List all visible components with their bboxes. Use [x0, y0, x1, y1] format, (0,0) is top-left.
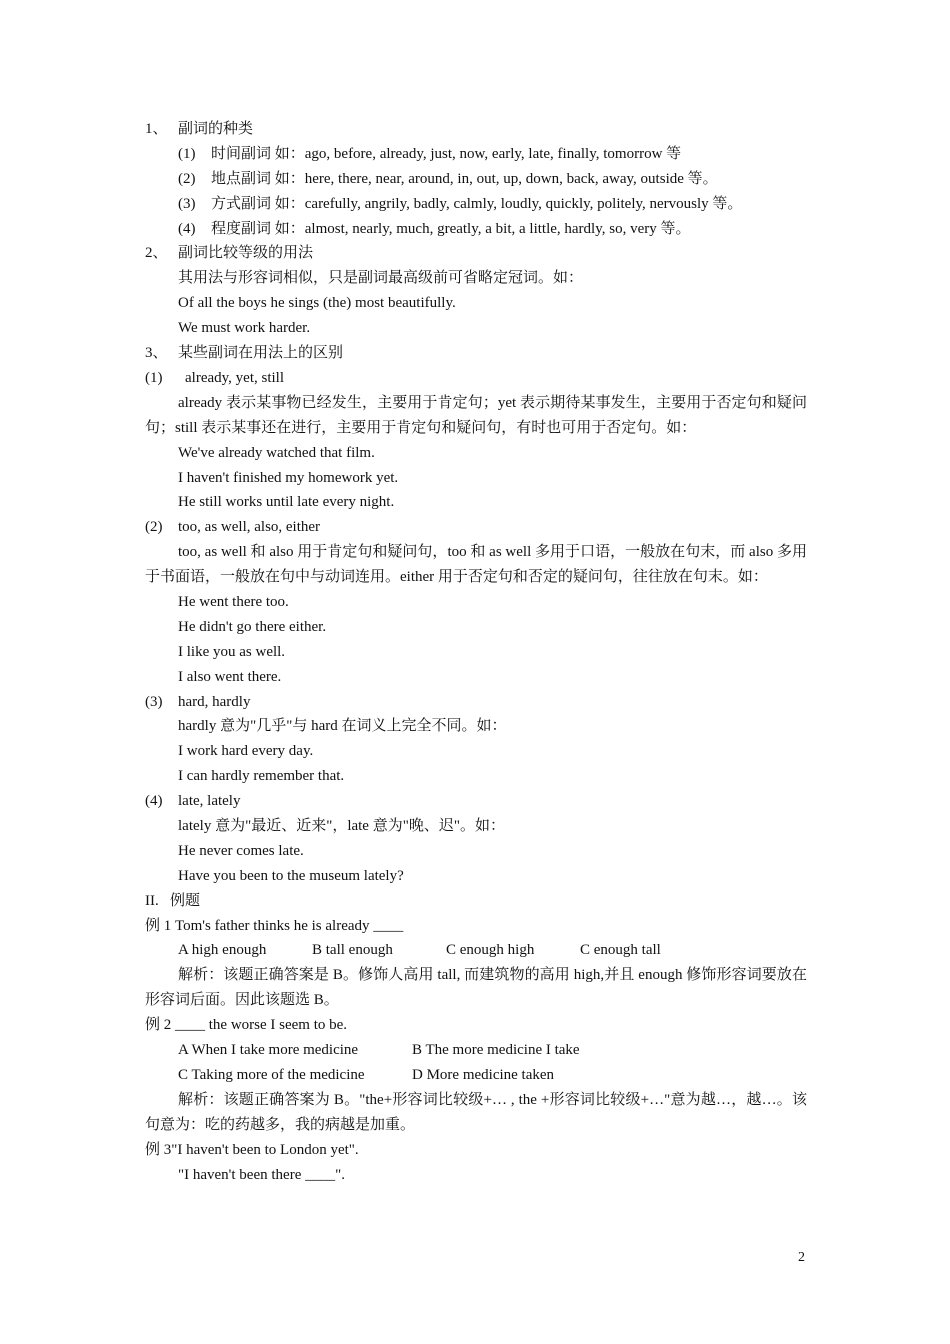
page-number: 2	[798, 1250, 805, 1265]
option-b: B tall enough	[312, 942, 393, 959]
section-title: 副词比较等级的用法	[178, 245, 314, 262]
subsection-heading	[145, 515, 807, 540]
subsection-title: hard, hardly	[178, 693, 251, 710]
text-line: 其用法与形容词相似，只是副词最高级前可省略定冠词。如：	[178, 270, 584, 287]
option-d: D More medicine taken	[412, 1066, 555, 1083]
explanation-paragraph: already 表示某事物已经发生，主要用于肯定句；yet 表示期待某事发生，主要用于否定句和疑问句；still 表示某事还在进行，主要用于肯定句和疑问句，有时也可用于否定句。如：	[145, 394, 807, 436]
section-number: 1、	[145, 121, 168, 137]
example-sentence: I haven't finished my homework yet.	[178, 469, 399, 486]
example-sentence: I work hard every day.	[178, 743, 314, 760]
answer-options	[145, 1038, 807, 1063]
answer-explanation: 解析：该题正确答案是 B。修饰人高用 tall, 而建筑物的高用 high,并且 enough 修饰形容词要放在形容词后面。因此该题选 B。	[145, 967, 807, 1009]
example-sentence: I can hardly remember that.	[178, 768, 345, 785]
item-text: 程度副词 如：almost, nearly, much, greatly, a bit, a little, hardly, so, very 等。	[211, 220, 691, 237]
subsection-title: too, as well, also, either	[178, 519, 321, 536]
subsection-title: already, yet, still	[185, 369, 284, 386]
option-c: C Taking more of the medicine	[178, 1066, 365, 1083]
examples-heading: II. 例题	[145, 892, 200, 909]
example-sentence: He never comes late.	[178, 842, 304, 859]
item-text: 地点副词 如：here, there, near, around, in, out, up, down, back, away, outside 等。	[211, 170, 718, 187]
section-heading	[145, 241, 807, 266]
example-sentence: I also went there.	[178, 668, 282, 685]
subsection-heading	[145, 789, 807, 814]
item-number: (3)	[178, 195, 196, 212]
subsection-heading	[145, 366, 807, 391]
option-a: A When I take more medicine	[178, 1042, 359, 1059]
example-sentence: Have you been to the museum lately?	[178, 867, 404, 884]
section-heading	[145, 341, 807, 366]
answer-options	[145, 938, 807, 963]
list-item	[145, 217, 807, 242]
answer-explanation: 解析：该题正确答案为 B。"the+形容词比较级+… , the +形容词比较级+…"意为越…，越…。该句意为：吃的药越多，我的病越是加重。	[145, 1091, 807, 1133]
text-line: lately 意为"最近、近来"，late 意为"晚、迟"。如：	[178, 818, 505, 834]
question-2: 例 2 ____ the worse I seem to be.	[145, 1017, 348, 1034]
list-item	[145, 167, 807, 192]
document-body	[145, 117, 807, 1187]
example-sentence: We've already watched that film.	[178, 444, 375, 461]
item-text: 时间副词 如：ago, before, already, just, now, early, late, finally, tomorrow 等	[211, 145, 682, 162]
subsection-number: (2)	[145, 519, 163, 536]
list-item	[145, 142, 807, 167]
item-number: (4)	[178, 220, 196, 237]
section-heading	[145, 117, 807, 142]
section-number: 2、	[145, 245, 168, 262]
section-title: 副词的种类	[178, 121, 254, 137]
example-sentence: He went there too.	[178, 593, 289, 610]
subsection-title: late, lately	[178, 793, 241, 810]
section-number: 3、	[145, 345, 168, 362]
question-3: 例 3"I haven't been to London yet".	[145, 1141, 359, 1158]
item-number: (2)	[178, 170, 196, 187]
item-text: 方式副词 如：carefully, angrily, badly, calmly, loudly, quickly, politely, nervously 等。	[211, 195, 743, 212]
example-sentence: I like you as well.	[178, 643, 286, 660]
example-sentence: He still works until late every night.	[178, 494, 395, 511]
explanation-paragraph: too, as well 和 also 用于肯定句和疑问句，too 和 as well 多用于口语，一般放在句末，而 also 多用于书面语，一般放在句中与动词连用。either 用于否定句和否定的疑问句，往往放在句末。如：	[145, 544, 807, 586]
example-sentence: We must work harder.	[178, 320, 311, 337]
subsection-number: (4)	[145, 793, 163, 810]
subsection-number: (3)	[145, 693, 163, 710]
item-number: (1)	[178, 145, 196, 162]
subsection-heading	[145, 690, 807, 715]
example-sentence: He didn't go there either.	[178, 618, 327, 635]
option-c: C enough high	[446, 942, 535, 959]
list-item	[145, 192, 807, 217]
section-title: 某些副词在用法上的区别	[178, 345, 344, 362]
question-1: 例 1 Tom's father thinks he is already ____	[145, 917, 404, 934]
answer-options	[145, 1063, 807, 1088]
option-b: B The more medicine I take	[412, 1042, 580, 1059]
text-line: hardly 意为"几乎"与 hard 在词义上完全不同。如：	[178, 718, 507, 735]
question-3-line-2: "I haven't been there ____".	[178, 1166, 345, 1183]
example-sentence: Of all the boys he sings (the) most beautifully.	[178, 295, 456, 312]
option-d: C enough tall	[580, 942, 661, 959]
option-a: A high enough	[178, 942, 267, 959]
subsection-number: (1)	[145, 369, 163, 386]
